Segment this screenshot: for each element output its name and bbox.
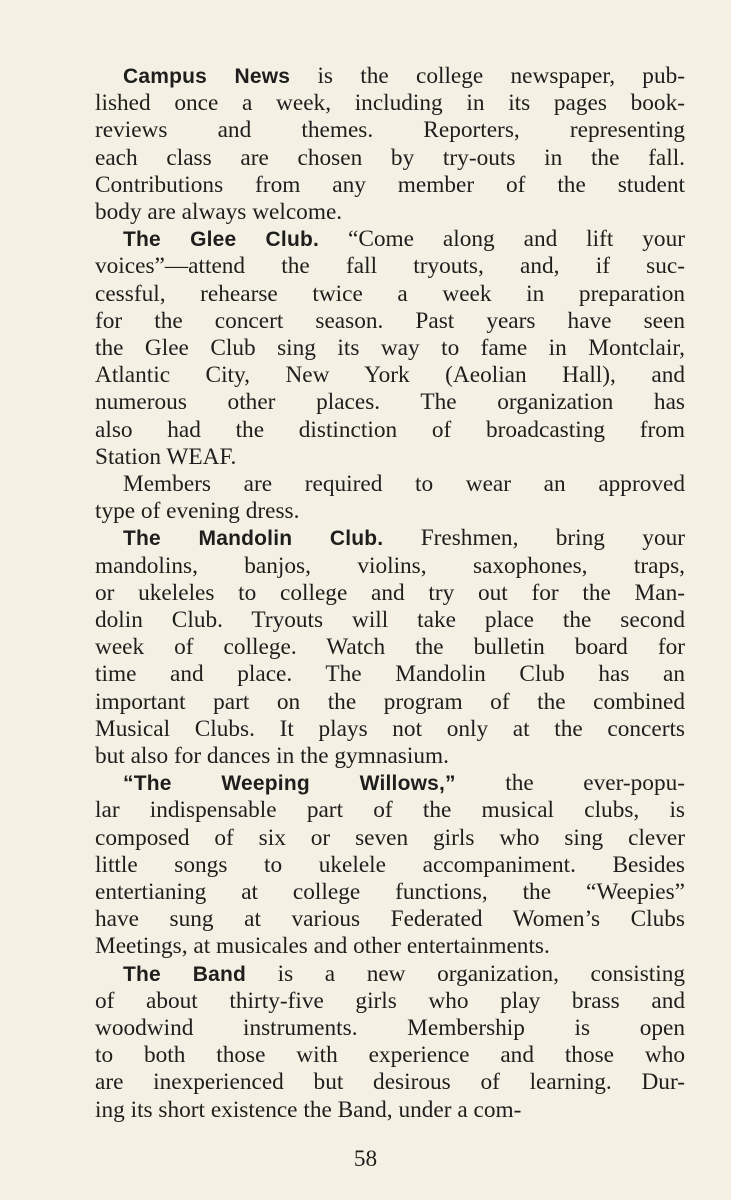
line-text: each class are chosen by try-outs in the fall. <box>95 144 685 171</box>
line-text: time and place. The Mandolin Club has an <box>95 661 685 688</box>
text-line <box>95 1097 685 1124</box>
page-number: 58 <box>353 1146 378 1172</box>
text-line <box>95 607 685 634</box>
section-heading: The Glee Club. <box>123 228 320 252</box>
line-text: lar indispensable part of the musical clubs, is <box>95 797 685 824</box>
text-line <box>95 335 685 362</box>
text-line <box>123 226 685 253</box>
text-line <box>95 689 685 716</box>
section-heading: “The Weeping Willows,” <box>123 772 456 796</box>
text-line <box>95 1069 685 1096</box>
text-line <box>95 172 685 199</box>
text-line <box>95 498 685 525</box>
text-line <box>95 1015 685 1042</box>
text-line <box>95 716 685 743</box>
text-line <box>95 906 685 933</box>
text-line <box>95 988 685 1015</box>
text-line <box>95 362 685 389</box>
line-text: also had the distinction of broadcasting from <box>95 416 685 443</box>
line-text: type of evening dress. <box>95 498 300 525</box>
line-text: important part on the program of the combined <box>95 688 685 715</box>
text-line <box>95 90 685 117</box>
text-line <box>95 743 685 770</box>
line-text: lished once a week, including in its pages book- <box>95 90 685 117</box>
section-heading: The Band <box>123 962 247 986</box>
line-text: or ukeleles to college and try out for the Man- <box>95 579 685 606</box>
line-text: Station WEAF. <box>95 443 237 470</box>
line-text: is the college newspaper, pub- <box>290 63 685 89</box>
text-line <box>95 1042 685 1069</box>
line-text: the ever-popu- <box>455 770 685 797</box>
text-line <box>123 63 685 90</box>
section-heading: Campus News <box>123 65 291 88</box>
line-text: to both those with experience and those who <box>95 1042 685 1069</box>
line-text: but also for dances in the gymnasium. <box>95 743 449 769</box>
text-line <box>123 471 685 498</box>
text-line <box>95 852 685 879</box>
text-line <box>95 825 685 852</box>
text-line <box>123 525 685 552</box>
line-text: body are always welcome. <box>95 199 343 225</box>
line-text: ing its short existence the Band, under a com- <box>95 1096 522 1123</box>
line-text: Meetings, at musicales and other entertainments. <box>95 933 550 960</box>
text-line <box>95 553 685 580</box>
line-text: composed of six or seven girls who sing clever <box>95 824 685 851</box>
text-line <box>95 580 685 607</box>
line-text: voices”—attend the fall tryouts, and, if suc- <box>95 253 685 280</box>
line-text: of about thirty-five girls who play brass and <box>95 987 685 1014</box>
line-text: entertianing at college functions, the “Weepies” <box>95 879 685 905</box>
line-text: week of college. Watch the bulletin board for <box>95 634 685 661</box>
text-line <box>95 253 685 280</box>
text-line <box>123 770 685 797</box>
line-text: Atlantic City, New York (Aeolian Hall), and <box>95 362 685 389</box>
section-heading: The Mandolin Club. <box>123 527 384 551</box>
line-text: mandolins, banjos, violins, saxophones, traps, <box>95 552 685 579</box>
text-line <box>95 308 685 335</box>
line-text: Freshmen, bring your <box>383 525 685 552</box>
line-text: “Come along and lift your <box>319 226 685 253</box>
line-text: numerous other places. The organization has <box>95 389 685 416</box>
text-line <box>95 444 685 471</box>
line-text: are inexperienced but desirous of learning. Dur- <box>95 1069 685 1096</box>
text-line <box>95 117 685 144</box>
line-text: reviews and themes. Reporters, representing <box>95 117 685 144</box>
text-line <box>95 281 685 308</box>
line-text: Musical Clubs. It plays not only at the concerts <box>95 715 685 742</box>
line-text: Members are required to wear an approved <box>123 471 685 497</box>
text-line <box>95 879 685 906</box>
text-line <box>95 933 685 960</box>
line-text: woodwind instruments. Membership is open <box>95 1015 685 1041</box>
text-line <box>95 661 685 688</box>
line-text: cessful, rehearse twice a week in preparation <box>95 280 685 307</box>
line-text: little songs to ukelele accompaniment. Besides <box>95 851 685 878</box>
text-line <box>95 634 685 661</box>
text-line <box>95 145 685 172</box>
line-text: is a new organization, consisting <box>246 960 686 987</box>
line-text: for the concert season. Past years have seen <box>95 307 685 334</box>
text-line <box>95 389 685 416</box>
text-line <box>95 199 685 226</box>
text-line <box>95 797 685 824</box>
text-line <box>95 417 685 444</box>
text-line <box>123 961 685 988</box>
line-text: dolin Club. Tryouts will take place the second <box>95 607 685 633</box>
line-text: Contributions from any member of the student <box>95 171 685 198</box>
line-text: the Glee Club sing its way to fame in Montclair, <box>95 335 685 361</box>
line-text: have sung at various Federated Women’s Clubs <box>95 906 685 933</box>
